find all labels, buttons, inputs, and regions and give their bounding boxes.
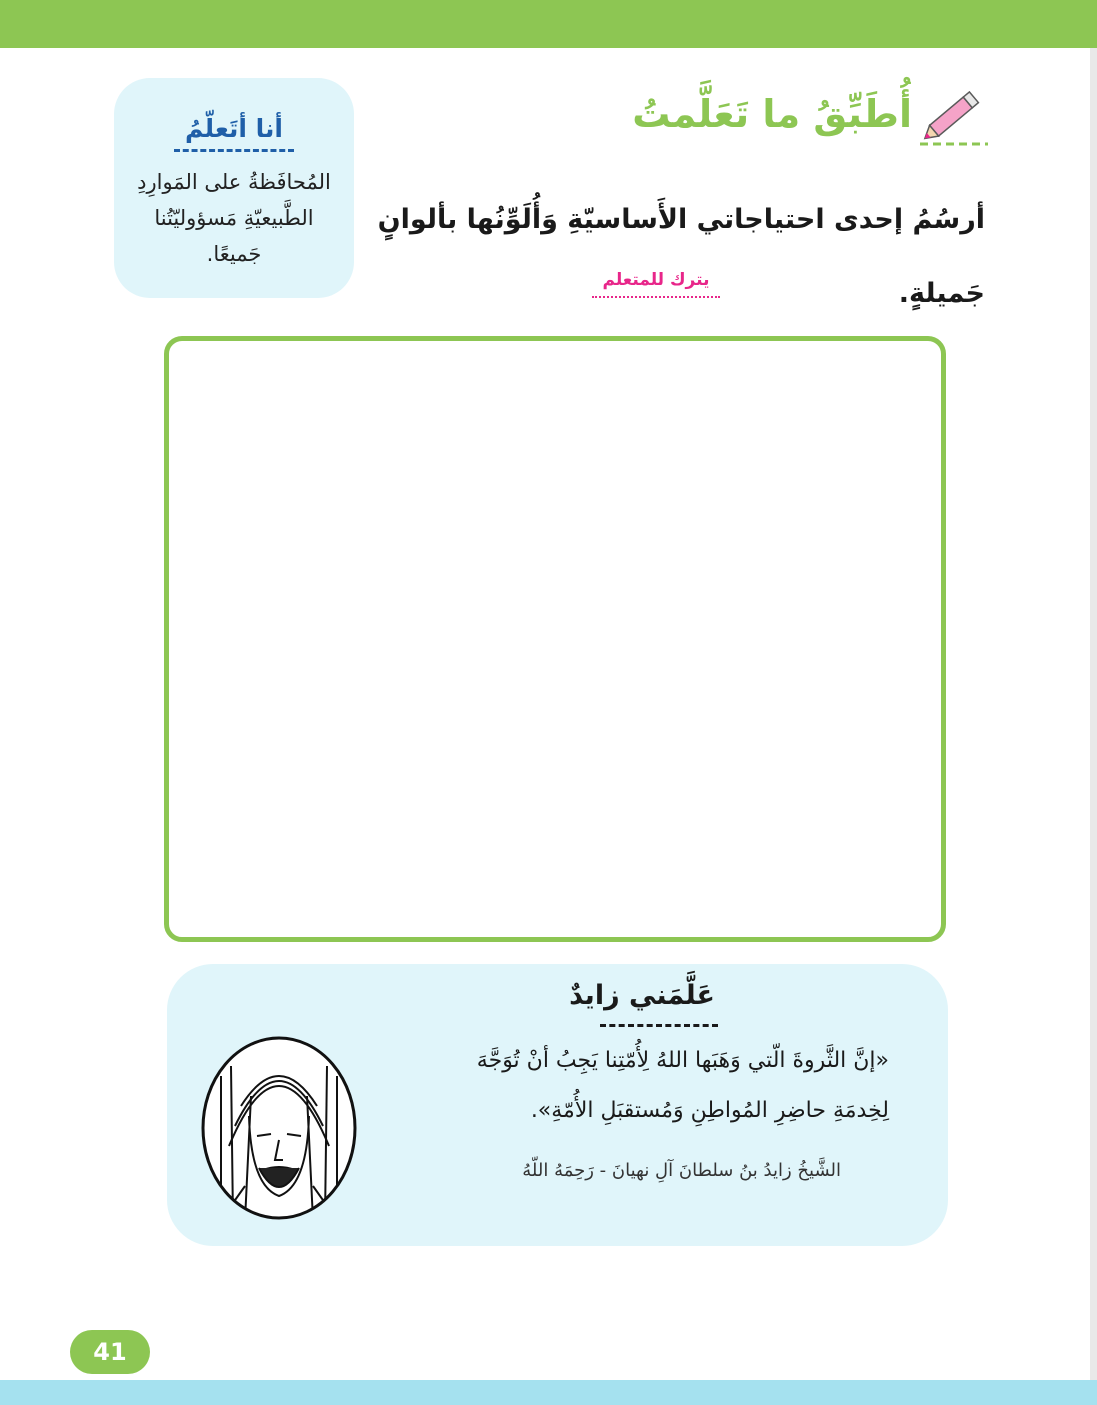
answer-note: يترك للمتعلم bbox=[592, 270, 720, 298]
learn-box-underline bbox=[174, 149, 294, 152]
section-heading bbox=[632, 80, 990, 150]
drawing-area[interactable] bbox=[164, 336, 946, 942]
top-bar bbox=[0, 0, 1097, 48]
zayed-title: عَلَّمَني زايدٌ bbox=[569, 980, 715, 1011]
quote-attribution: الشَّيخُ زايدُ بنُ سلطانَ آلِ نهيانَ - رَحِمَهُ اللّهُ bbox=[522, 1160, 841, 1181]
zayed-title-underline bbox=[600, 1024, 718, 1027]
page-number: 41 bbox=[70, 1330, 150, 1374]
instruction-line-2: جَميلةٍ. bbox=[898, 278, 985, 309]
learn-box-title: أنا أتَعلّمُ bbox=[185, 114, 283, 143]
bottom-bar bbox=[0, 1380, 1097, 1405]
page-edge bbox=[1090, 48, 1097, 1380]
quote-line-2: لِخِدمَةِ حاضِرِ المُواطِنِ وَمُستقبَلِ الأُمّةِ». bbox=[530, 1098, 889, 1123]
section-title: أُطَبِّقُ ما تَعَلَّمتُ bbox=[632, 92, 912, 136]
pencil-icon bbox=[918, 80, 990, 150]
learn-box-text: المُحافَظةُ على المَوارِدِ الطَّبيعيّةِ مَسؤوليّتُنا جَميعًا. bbox=[137, 170, 331, 266]
quote-line-1: «إنَّ الثَّروةَ الّتي وَهَبَها اللهُ لِأُمّتِنا يَجِبُ أنْ تُوَجَّهَ bbox=[476, 1048, 889, 1073]
learn-box bbox=[114, 78, 354, 298]
portrait-illustration bbox=[201, 1036, 357, 1220]
instruction-line-1: أرسُمُ إحدى احتياجاتي الأَساسيّةِ وَأُلَوِّنُها بألوانٍ bbox=[377, 204, 985, 235]
